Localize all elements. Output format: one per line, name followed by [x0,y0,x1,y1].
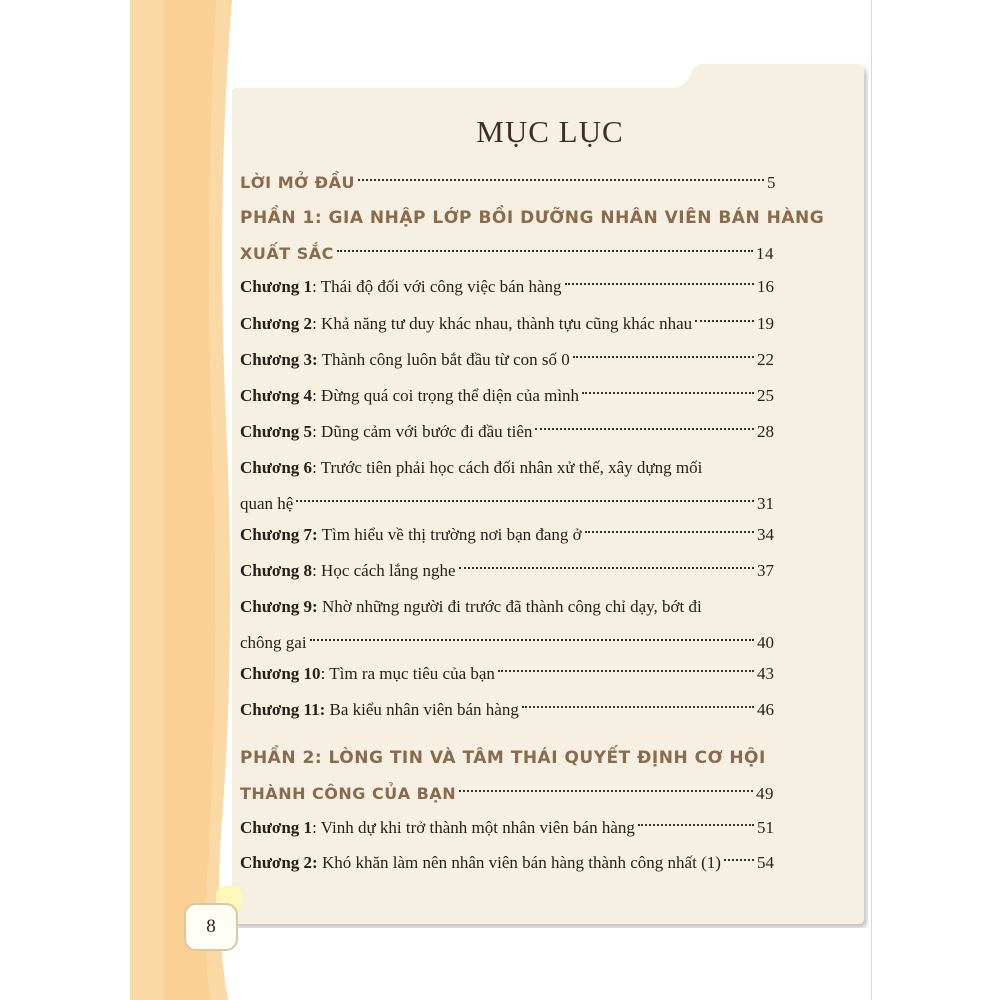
chapter-number: Chương 2: [240,853,318,872]
toc-entry-page: 14 [756,244,774,263]
dot-leader [585,531,754,533]
chapter-number: Chương 9: [240,597,318,616]
dot-leader [638,824,754,826]
toc-entry-chapter[interactable] [240,517,774,553]
chapter-separator: : [312,818,321,837]
toc-entry-chapter[interactable] [240,378,774,414]
chapter-title: Học cách lắng nghe [321,561,456,580]
chapter-separator: : [312,314,322,333]
toc-entry-title-cont: THÀNH CÔNG CỦA BẠN [240,784,457,803]
dot-leader [695,320,754,322]
toc-entry-chapter[interactable] [240,810,774,846]
toc-entry-chapter[interactable] [240,306,774,342]
toc-entry-chapter[interactable] [240,342,774,378]
dot-leader [522,706,754,708]
dot-leader [459,790,753,792]
dot-leader [535,428,754,430]
chapter-number: Chương 5 [240,422,313,441]
page-title: MỤC LỤC [476,114,624,149]
chapter-title: Vinh dự khi trở thành một nhân viên bán hàng [320,818,635,837]
toc-entry-page: 19 [757,314,774,333]
page-number: 8 [184,903,238,951]
toc-entry-part1[interactable] [240,200,825,272]
toc-entry-title: LỜI MỞ ĐẦU [240,173,355,192]
toc-entry-title: PHẦN 2: LÒNG TIN VÀ TÂM THÁI QUYẾT ĐỊNH CƠ HỘI [240,748,766,768]
toc-entry-intro[interactable] [240,165,774,201]
toc-entry-chapter[interactable] [240,414,774,450]
dot-leader [565,283,754,285]
dot-leader [310,639,754,641]
toc-entry-page: 40 [757,633,774,652]
chapter-number: Chương 1 [240,818,313,837]
toc-entry-page: 54 [757,853,774,872]
chapter-title: Thành công luôn bắt đầu từ con số 0 [321,350,570,369]
side-decoration-strip [130,0,238,1000]
chapter-title-cont: quan hệ [240,494,294,513]
toc-entry-title-cont: XUẤT SẮC [240,244,334,263]
toc-entry-page: 31 [757,494,774,513]
dot-leader [358,179,764,181]
toc-entry-page: 46 [757,700,774,719]
dot-leader [724,859,754,861]
chapter-number: Chương 6 [240,458,313,477]
dot-leader [573,356,754,358]
chapter-number: Chương 7: [240,525,318,544]
chapter-title: Trước tiên phải học cách đối nhân xử thế, xây dựng mối [320,458,703,477]
toc-entry-chapter[interactable] [240,269,774,305]
toc-entry-page: 25 [757,386,774,405]
chapter-title: Thái độ đối với công việc bán hàng [320,277,562,296]
chapter-title: Khả năng tư duy khác nhau, thành tựu cũng khác nhau [321,314,693,333]
dot-leader [296,500,754,502]
toc-entry-page: 43 [757,664,774,683]
chapter-separator: : [312,277,321,296]
chapter-separator: : [312,561,322,580]
chapter-separator: : [312,422,322,441]
chapter-title: Khó khăn làm nên nhân viên bán hàng thành công nhất (1) [321,853,721,872]
toc-entry-chapter[interactable] [240,450,774,522]
chapter-number: Chương 8 [240,561,313,580]
toc-entry-chapter[interactable] [240,553,774,589]
dot-leader [498,670,754,672]
chapter-title: Tìm ra mục tiêu của bạn [329,664,495,683]
toc-entry-page: 51 [757,818,774,837]
chapter-number: Chương 3: [240,350,318,369]
chapter-separator: : [320,664,330,683]
dot-leader [337,250,753,252]
toc-entry-page: 37 [757,561,774,580]
toc-entry-page: 28 [757,422,774,441]
toc-entry-part2[interactable] [240,740,774,812]
toc-entry-chapter[interactable] [240,845,774,881]
chapter-separator: : [312,386,322,405]
chapter-number: Chương 1 [240,277,313,296]
toc-entry-page: 16 [757,277,774,296]
toc-entry-chapter[interactable] [240,589,774,661]
chapter-title: Nhờ những người đi trước đã thành công chỉ dạy, bớt đi [321,597,702,616]
toc-entry-chapter[interactable] [240,656,774,692]
chapter-title: Ba kiểu nhân viên bán hàng [329,700,519,719]
chapter-title-cont: chông gai [240,633,307,652]
dot-leader [459,567,754,569]
dot-leader [582,392,754,394]
toc-entry-page: 22 [757,350,774,369]
chapter-title: Đừng quá coi trọng thể diện của mình [321,386,580,405]
toc-entry-page: 34 [757,525,774,544]
toc-entry-title: PHẦN 1: GIA NHẬP LỚP BỒI DƯỠNG NHÂN VIÊN BÁN HÀNG [240,208,825,228]
chapter-title: Tìm hiểu về thị trường nơi bạn đang ở [321,525,582,544]
chapter-number: Chương 2 [240,314,313,333]
chapter-number: Chương 11: [240,700,326,719]
chapter-number: Chương 10 [240,664,321,683]
chapter-number: Chương 4 [240,386,313,405]
toc-entry-page: 49 [756,784,774,803]
toc-entry-chapter[interactable] [240,692,774,728]
toc-entry-page: 5 [767,173,776,192]
chapter-title: Dũng cảm với bước đi đầu tiên [321,422,533,441]
chapter-separator: : [312,458,321,477]
